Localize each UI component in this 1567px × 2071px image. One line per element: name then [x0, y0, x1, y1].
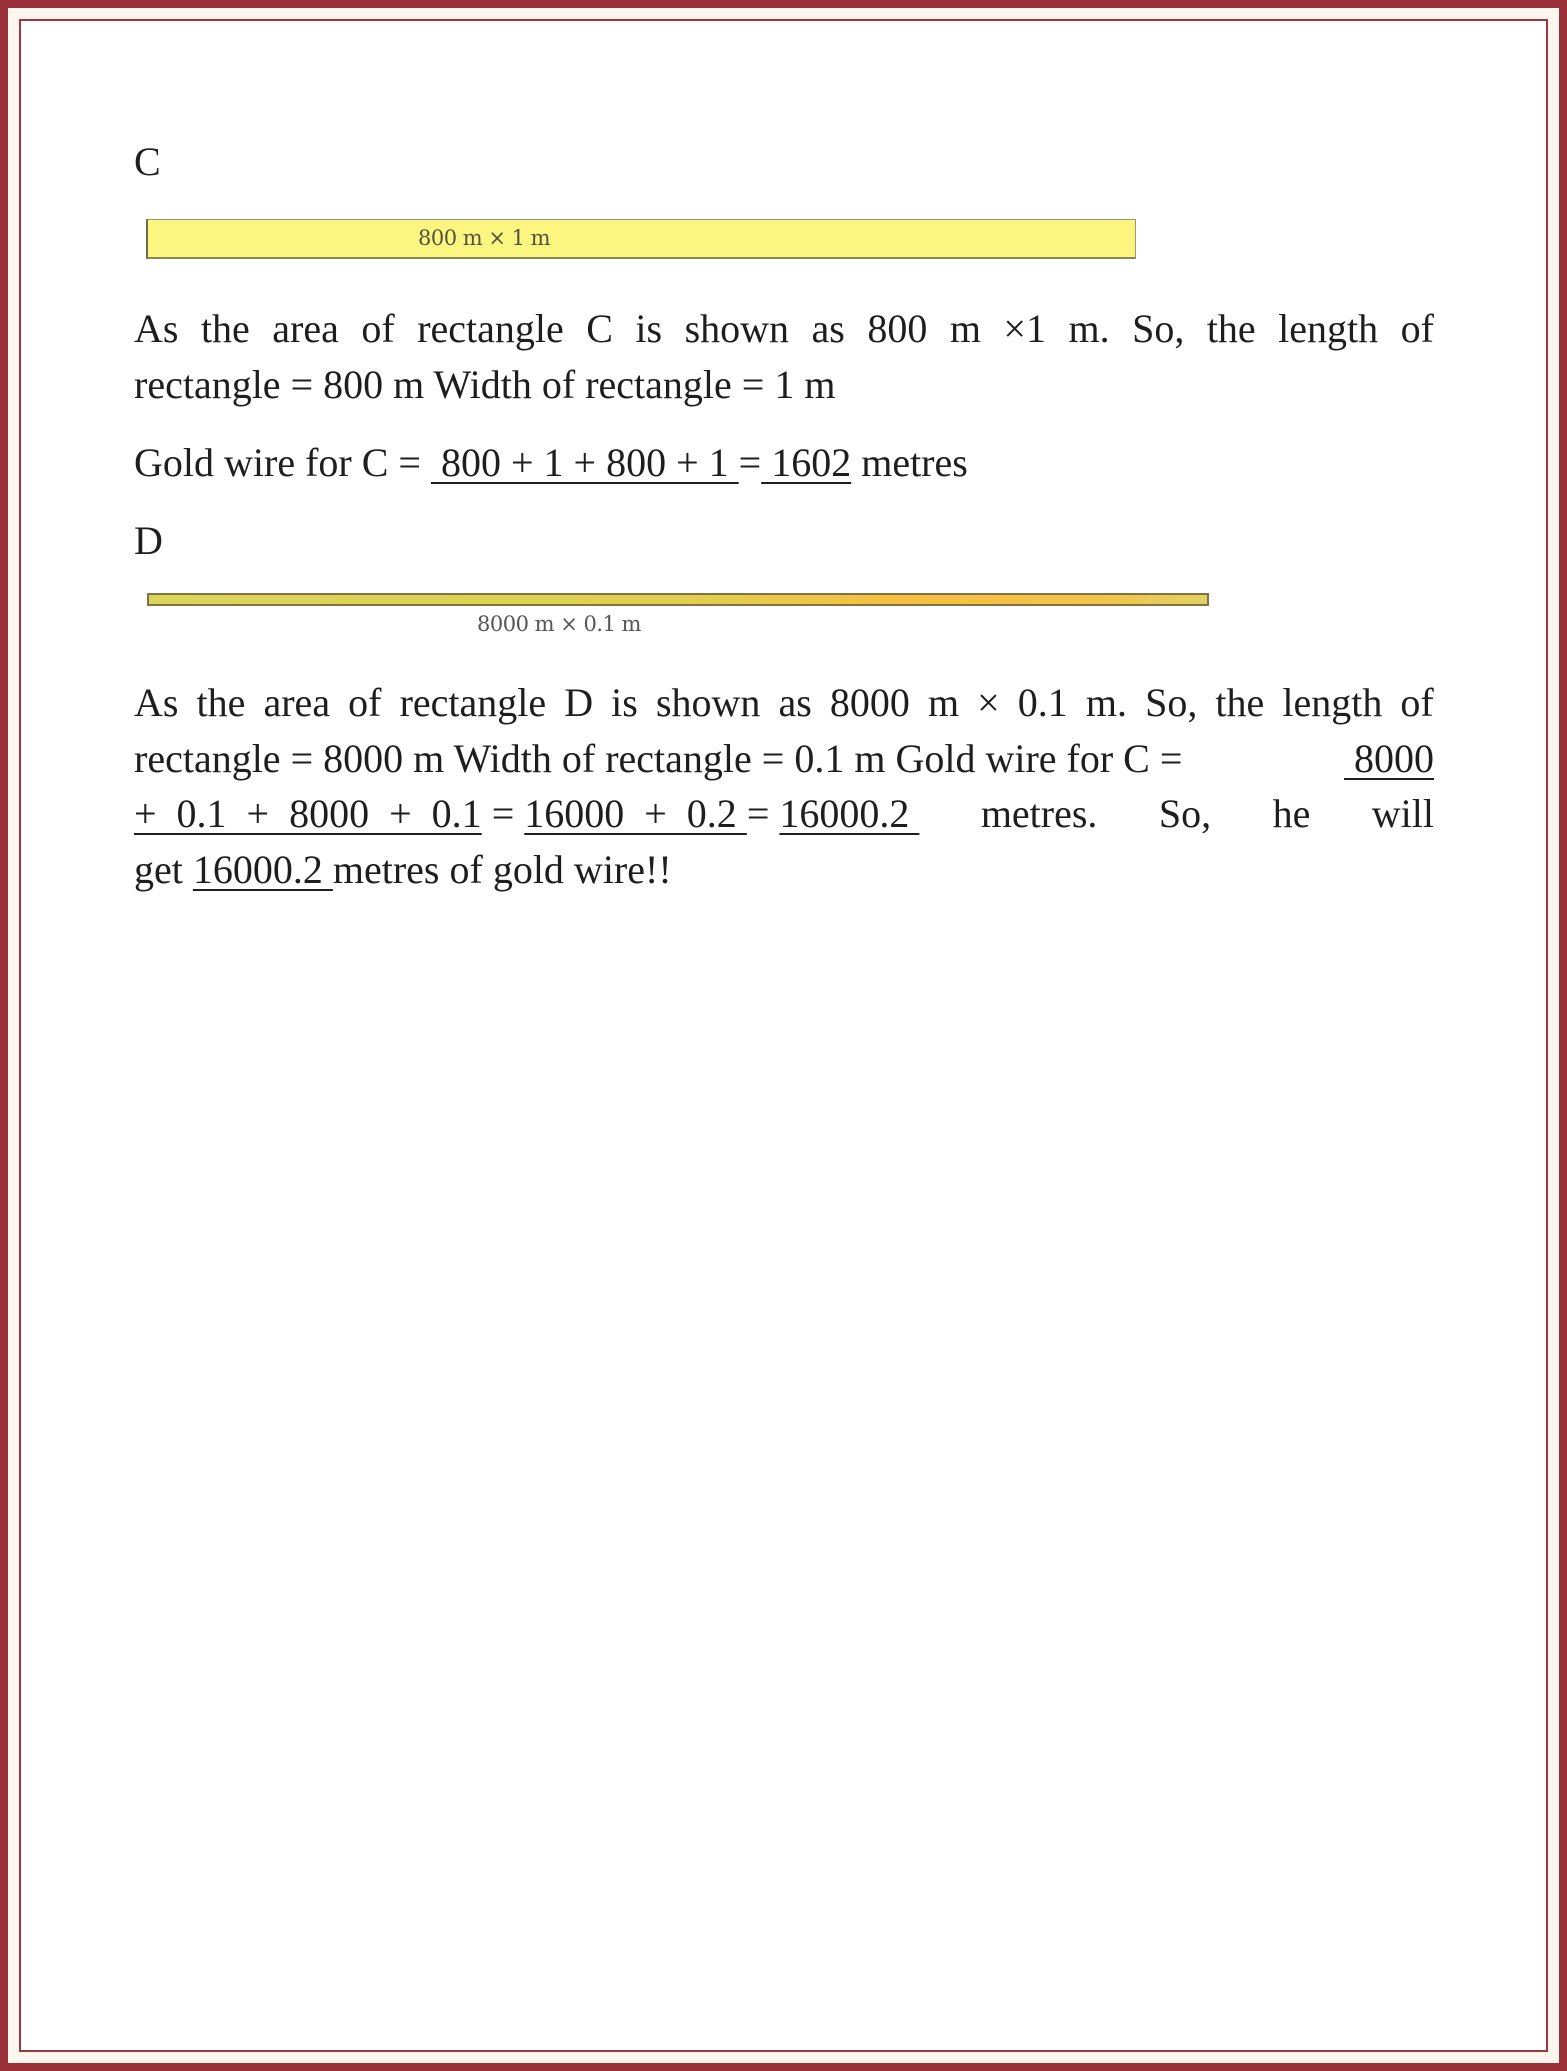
- word: is: [611, 680, 638, 725]
- word: the: [1215, 680, 1265, 725]
- word: ×1: [1003, 306, 1046, 351]
- section-c-gold-wire-line: [134, 439, 968, 487]
- rectangle-c-label: 800 m × 1 m: [418, 226, 551, 250]
- section-d-heading: D: [134, 518, 163, 563]
- word: of: [1400, 306, 1434, 351]
- word: m.: [1085, 680, 1127, 725]
- gold-wire-result: 1602: [761, 440, 852, 485]
- word: 8000: [829, 680, 910, 725]
- word: the: [200, 306, 250, 351]
- word: D: [564, 680, 594, 725]
- word: So,: [1132, 306, 1185, 351]
- word: rectangle: [417, 306, 564, 351]
- section-c-paragraph-line1: [134, 305, 1434, 353]
- word: the: [196, 680, 246, 725]
- gold-wire-prefix: Gold wire for C =: [134, 440, 431, 485]
- line3-tail-3: will: [1371, 791, 1434, 836]
- word: length: [1278, 306, 1379, 351]
- word: as: [811, 306, 845, 351]
- word: So,: [1145, 680, 1198, 725]
- word: C: [586, 306, 613, 351]
- section-d-paragraph-line1: [134, 679, 1434, 727]
- rectangle-c: [146, 219, 1136, 259]
- section-c-heading: C: [134, 139, 161, 184]
- line3-eq2: =: [746, 791, 770, 836]
- gold-wire-unit: metres: [851, 440, 968, 485]
- line3-expr2: 16000 + 0.2: [524, 791, 747, 836]
- line3-eq1: =: [491, 791, 515, 836]
- section-d-paragraph-line2: [134, 735, 1434, 783]
- word: rectangle: [399, 680, 547, 725]
- line3-tail-2: he: [1272, 791, 1311, 836]
- section-d-paragraph-line3: [134, 790, 1434, 838]
- word: of: [361, 306, 395, 351]
- section-d-line2-text: rectangle = 8000 m Width of rectangle = 0.1 m Gold wire for C =: [134, 736, 1193, 781]
- gold-wire-equals: =: [738, 440, 762, 485]
- word: area: [263, 680, 331, 725]
- word: m.: [1068, 306, 1110, 351]
- word: shown: [684, 306, 790, 351]
- word: area: [272, 306, 339, 351]
- line3-left: [134, 790, 919, 838]
- word: ×: [977, 680, 1000, 725]
- word: m: [927, 680, 960, 725]
- line4-prefix: get: [134, 847, 193, 892]
- section-d-line2-underlined: 8000: [1344, 736, 1434, 781]
- line4-suffix: metres of gold wire!!: [332, 847, 672, 892]
- line3-result: 16000.2: [779, 791, 920, 836]
- section-d-paragraph-line4: [134, 846, 672, 894]
- word: m: [949, 306, 981, 351]
- word: 0.1: [1017, 680, 1068, 725]
- word: as: [778, 680, 812, 725]
- line4-result: 16000.2: [192, 847, 333, 892]
- rectangle-d-label: 8000 m × 0.1 m: [477, 612, 641, 636]
- line3-tail-0: metres.: [980, 791, 1098, 836]
- word: of: [1400, 680, 1434, 725]
- line3-expr1: + 0.1 + 8000 + 0.1: [134, 791, 482, 836]
- word: the: [1206, 306, 1256, 351]
- word: is: [635, 306, 663, 351]
- word: 800: [867, 306, 928, 351]
- word: shown: [655, 680, 761, 725]
- line3-tail-1: So,: [1158, 791, 1212, 836]
- section-c-paragraph-line2: rectangle = 800 m Width of rectangle = 1 m: [134, 362, 836, 407]
- word: length: [1282, 680, 1383, 725]
- gold-wire-expression: 800 + 1 + 800 + 1: [430, 440, 739, 485]
- word: As: [134, 680, 179, 725]
- word: of: [348, 680, 382, 725]
- rectangle-d: [147, 593, 1209, 606]
- word: As: [134, 306, 179, 351]
